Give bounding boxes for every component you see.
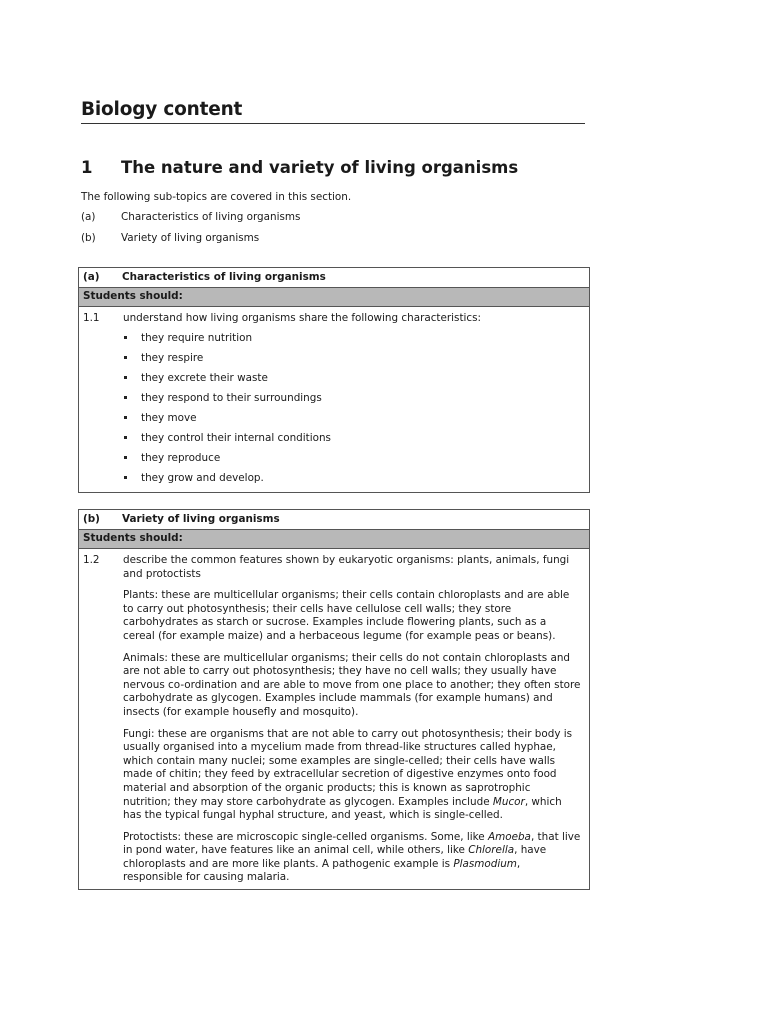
- subtopic-box-a: [78, 267, 590, 493]
- bullet-icon: [124, 356, 127, 359]
- spec-content: [117, 549, 590, 890]
- list-item: they respond to their surroundings: [123, 388, 581, 408]
- list-item: they move: [123, 408, 581, 428]
- box-b-letter: (b): [83, 513, 100, 525]
- box-a-students-should: Students should:: [79, 288, 590, 307]
- bullet-icon: [124, 456, 127, 459]
- bullet-icon: [124, 396, 127, 399]
- protoctists-paragraph: Protoctists: these are microscopic single-celled organisms. Some, like Amoeba, that live in pond water, have features like an animal cell, while others, like Chlorella, have chloroplasts and are more like plants. A pathogenic example is Plasmodium, responsible for causing malaria.: [123, 830, 581, 884]
- list-item: they grow and develop.: [123, 468, 581, 488]
- box-b-title: Variety of living organisms: [122, 513, 280, 525]
- box-b-header: [79, 510, 590, 530]
- subtopic-letter: (a): [81, 211, 96, 223]
- spec-lead: understand how living organisms share the following characteristics:: [123, 312, 482, 324]
- characteristics-list: [123, 328, 581, 488]
- section-heading: [81, 157, 518, 179]
- fungi-paragraph: Fungi: these are organisms that are not able to carry out photosynthesis; their body is usually organised into a mycelium made from thread-like structures called hyphae, which contain many nuclei; some examples are single-celled; their cells have walls made of chitin; they feed by extracellular secretion of digestive enzymes onto food material and absorption of the organic products; this is known as saprotrophic nutrition; they may store carbohydrate as glycogen. Examples include Mucor, which has the typical fungal hyphal structure, and yeast, which is single-celled.: [123, 727, 573, 822]
- spec-content: [117, 307, 590, 493]
- list-item: they require nutrition: [123, 328, 581, 348]
- section-title: The nature and variety of living organisms: [121, 158, 519, 177]
- subtopic-item: [81, 210, 300, 224]
- subtopic-label: Variety of living organisms: [121, 232, 260, 244]
- bullet-icon: [124, 336, 127, 339]
- plants-paragraph: Plants: these are multicellular organisms; their cells contain chloroplasts and are able to carry out photosynthesis; their cells have cellulose cell walls; they store carbohydrates as starch or sucrose. Examples include flowering plants, such as a cereal (for example maize) and a herbaceous legume (for example peas or beans).: [123, 589, 570, 642]
- list-item: they reproduce: [123, 448, 581, 468]
- page-title: Biology content: [81, 98, 585, 124]
- list-item: they excrete their waste: [123, 368, 581, 388]
- bullet-icon: [124, 376, 127, 379]
- subtopic-item: [81, 231, 259, 245]
- box-a-letter: (a): [83, 271, 100, 283]
- spec-code: 1.1: [79, 307, 118, 493]
- box-b-students-should: Students should:: [79, 530, 590, 549]
- subtopic-box-b: [78, 509, 590, 890]
- bullet-icon: [124, 476, 127, 479]
- list-item: they respire: [123, 348, 581, 368]
- section-number: 1: [81, 158, 93, 177]
- spec-lead: describe the common features shown by eukaryotic organisms: plants, animals, fungi and protoctists: [123, 554, 570, 580]
- box-a-title: Characteristics of living organisms: [122, 271, 326, 283]
- animals-paragraph: Animals: these are multicellular organisms; their cells do not contain chloroplasts and are not able to carry out photosynthesis; they have no cell walls; they usually have nervous co-ordination and are able to move from one place to another; they often store carbohydrate as glycogen. Examples include mammals (for example humans) and insects (for example housefly and mosquito).: [123, 651, 581, 718]
- bullet-icon: [124, 416, 127, 419]
- box-a-header: [79, 268, 590, 288]
- list-item: they control their internal conditions: [123, 428, 581, 448]
- bullet-icon: [124, 436, 127, 439]
- subtopic-label: Characteristics of living organisms: [121, 211, 301, 223]
- intro-text: The following sub-topics are covered in this section.: [81, 191, 352, 203]
- subtopic-letter: (b): [81, 232, 96, 244]
- spec-code: 1.2: [79, 549, 118, 890]
